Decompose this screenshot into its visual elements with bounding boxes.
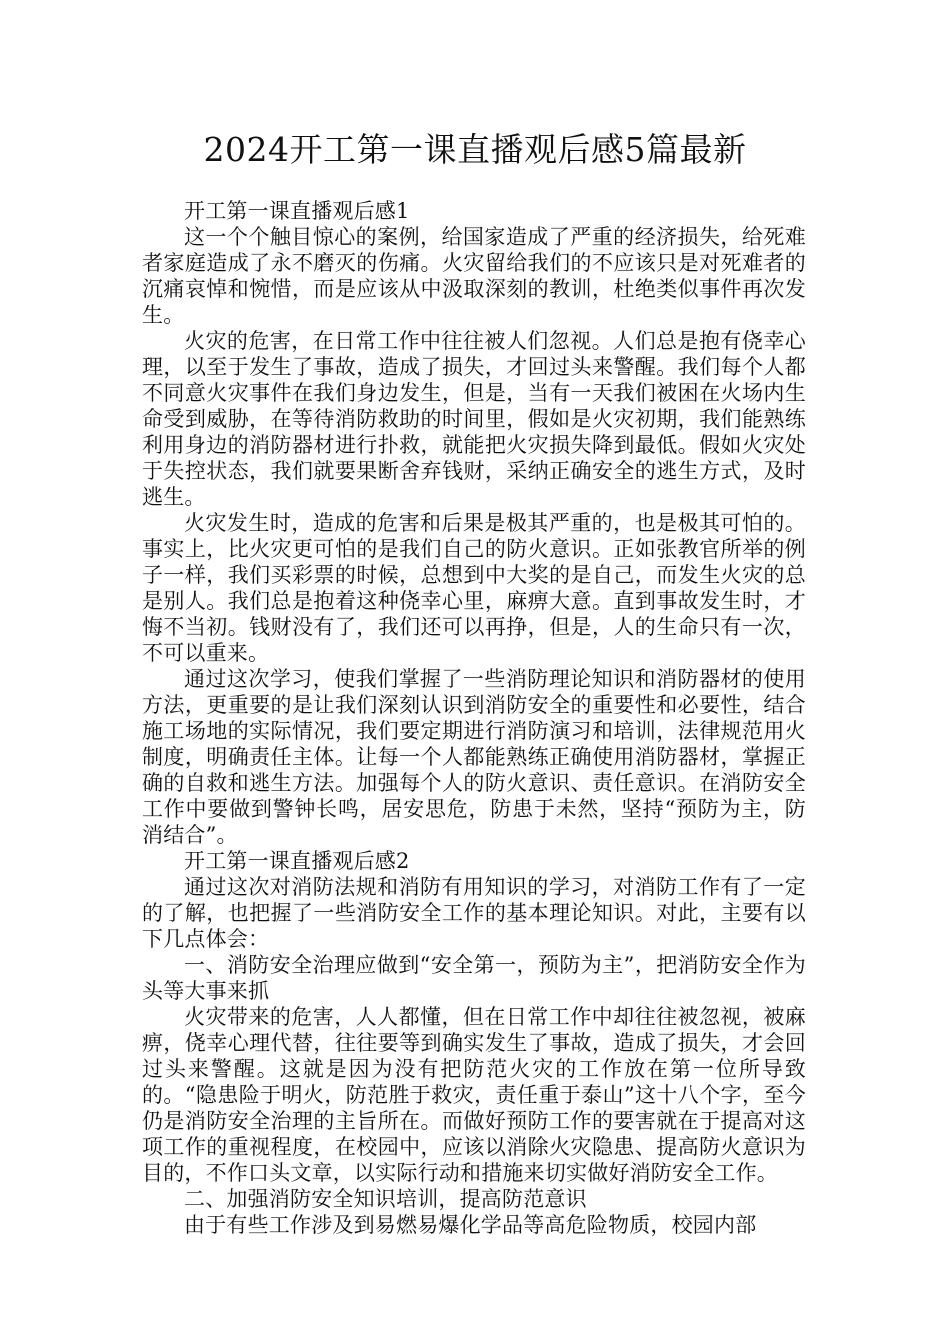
document-body [142, 198, 806, 1238]
paragraph: 火灾的危害，在日常工作中往往被人们忽视。人们总是抱有侥幸心理，以至于发生了事故，造成了损失，才回过头来警醒。我们每个人都不同意火灾事件在我们身边发生，但是，当有一天我们被困在火场内生命受到威胁，在等待消防救助的时间里，假如是火灾初期，我们能熟练利用身边的消防器材进行扑救，就能把火灾损失降到最低。假如火灾处于失控状态，我们就要果断舍弃钱财，采纳正确安全的逃生方式，及时逃生。 [142, 329, 806, 509]
subsection-heading: 二、加强消防安全知识培训，提高防范意识 [184, 1187, 587, 1211]
paragraph: 由于有些工作涉及到易燃易爆化学品等高危险物质，校园内部 [184, 1213, 757, 1237]
section-heading: 开工第一课直播观后感1 [184, 199, 410, 223]
paragraph: 通过这次对消防法规和消防有用知识的学习，对消防工作有了一定的了解，也把握了一些消防安全工作的基本理论知识。对此，主要有以下几点体会： [142, 875, 806, 951]
paragraph: 这一个个触目惊心的案例，给国家造成了严重的经济损失，给死难者家庭造成了永不磨灭的伤痛。火灾留给我们的不应该只是对死难者的沉痛哀悼和惋惜，而是应该从中汲取深刻的教训，杜绝类似事件再次发生。 [142, 225, 806, 327]
paragraph: 通过这次学习，使我们掌握了一些消防理论知识和消防器材的使用方法，更重要的是让我们深刻认识到消防安全的重要性和必要性，结合施工场地的实际情况，我们要定期进行消防演习和培训，法律规范用火制度，明确责任主体。让每一个人都能熟练正确使用消防器材，掌握正确的自救和逃生方法。加强每个人的防火意识、责任意识。在消防安全工作中要做到警钟长鸣，居安思危，防患于未然，坚持“预防为主，防消结合”。 [142, 667, 806, 847]
section-heading: 开工第一课直播观后感2 [184, 849, 410, 873]
paragraph: 火灾带来的危害，人人都懂，但在日常工作中却往往被忽视，被麻痹，侥幸心理代替，往往要等到确实发生了事故，造成了损失，才会回过头来警醒。这就是因为没有把防范火灾的工作放在第一位所导致的。“隐患险于明火，防范胜于救灾，责任重于泰山”这十八个字，至今仍是消防安全治理的主旨所在。而做好预防工作的要害就在于提高对这项工作的重视程度，在校园中，应该以消除火灾隐患、提高防火意识为目的，不作口头文章，以实际行动和措施来切实做好消防安全工作。 [142, 1005, 806, 1185]
paragraph: 火灾发生时，造成的危害和后果是极其严重的，也是极其可怕的。事实上，比火灾更可怕的是我们自己的防火意识。正如张教官所举的例子一样，我们买彩票的时候，总想到中大奖的是自己，而发生火灾的总是别人。我们总是抱着这种侥幸心里，麻痹大意。直到事故发生时，才悔不当初。钱财没有了，我们还可以再挣，但是，人的生命只有一次，不可以重来。 [142, 511, 806, 665]
paragraph: 一、消防安全治理应做到“安全第一，预防为主”，把消防安全作为头等大事来抓 [142, 953, 806, 1003]
document-title: 2024开工第一课直播观后感5篇最新 [203, 130, 747, 169]
